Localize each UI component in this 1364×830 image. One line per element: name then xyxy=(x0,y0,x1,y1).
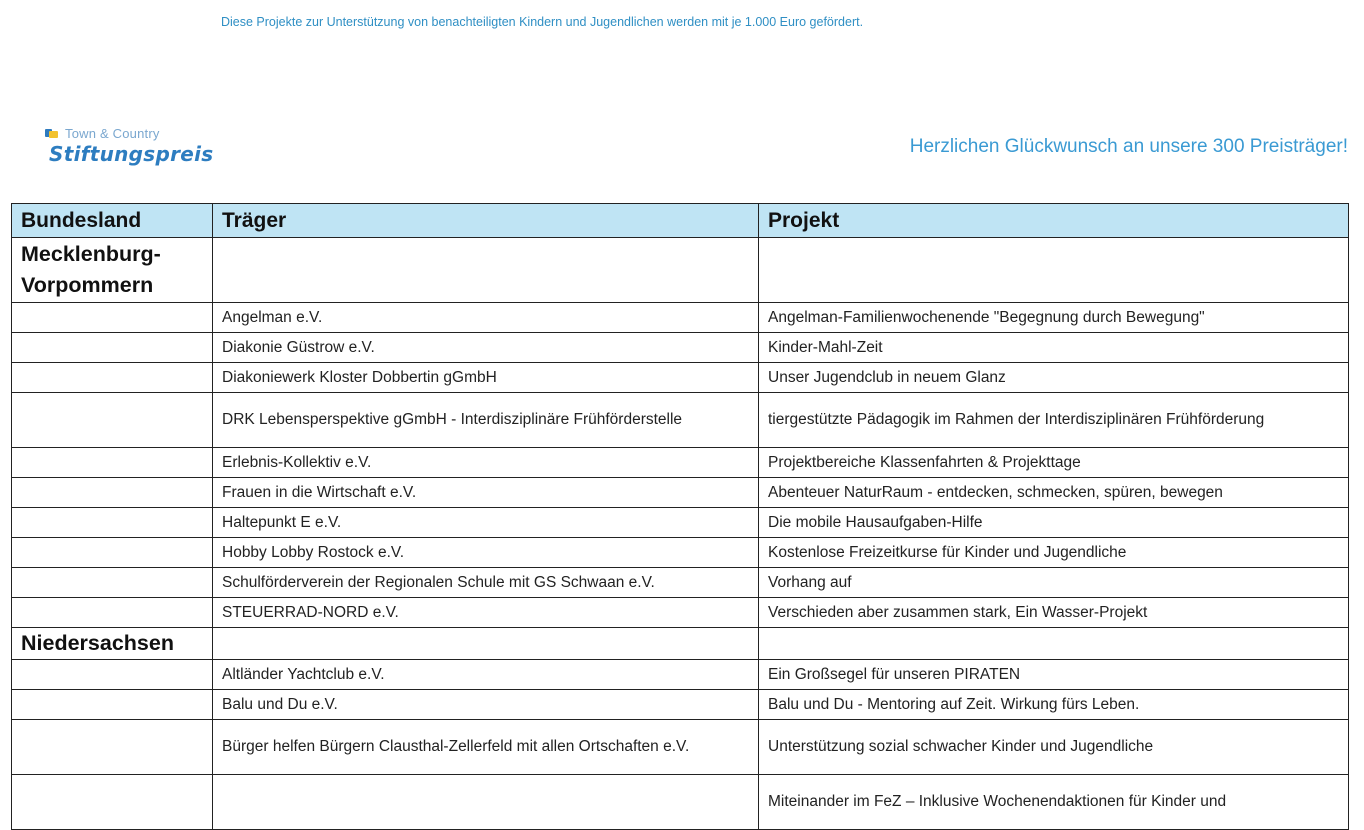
traeger-cell: Haltepunkt E e.V. xyxy=(213,508,759,538)
traeger-cell: Diakonie Güstrow e.V. xyxy=(213,333,759,363)
bundesland-cell xyxy=(12,598,213,628)
bundesland-cell xyxy=(12,478,213,508)
projekt-cell: Abenteuer NaturRaum - entdecken, schmecken, spüren, bewegen xyxy=(759,478,1349,508)
traeger-cell: Erlebnis-Kollektiv e.V. xyxy=(213,448,759,478)
congratulations-heading: Herzlichen Glückwunsch an unsere 300 Preisträger! xyxy=(909,136,1348,157)
projekt-cell: Die mobile Hausaufgaben-Hilfe xyxy=(759,508,1349,538)
projekt-cell: Kostenlose Freizeitkurse für Kinder und Jugendliche xyxy=(759,538,1349,568)
logo-top-text: Town & Country xyxy=(65,126,160,141)
table-row xyxy=(12,303,1349,333)
bundesland-cell xyxy=(12,448,213,478)
column-header-traeger: Träger xyxy=(213,204,759,238)
column-header-bundesland: Bundesland xyxy=(12,204,213,238)
traeger-cell: Schulförderverein der Regionalen Schule mit GS Schwaan e.V. xyxy=(213,568,759,598)
table-header-row xyxy=(12,204,1349,238)
bundesland-cell xyxy=(12,363,213,393)
projekt-cell: Miteinander im FeZ – Inklusive Wochenendaktionen für Kinder und xyxy=(759,775,1349,830)
bundesland-cell xyxy=(12,568,213,598)
bundesland-cell xyxy=(12,690,213,720)
projekt-cell: Verschieden aber zusammen stark, Ein Wasser-Projekt xyxy=(759,598,1349,628)
projekt-cell: Vorhang auf xyxy=(759,568,1349,598)
awards-table xyxy=(11,203,1349,830)
projekt-cell: Ein Großsegel für unseren PIRATEN xyxy=(759,660,1349,690)
traeger-cell: DRK Lebensperspektive gGmbH - Interdisziplinäre Frühförderstelle xyxy=(213,393,759,448)
traeger-cell xyxy=(213,775,759,830)
projekt-cell: Kinder-Mahl-Zeit xyxy=(759,333,1349,363)
table-row xyxy=(12,448,1349,478)
state-name: Mecklenburg-Vorpommern xyxy=(12,238,213,303)
table-row xyxy=(12,363,1349,393)
bundesland-cell xyxy=(12,508,213,538)
traeger-cell: Hobby Lobby Rostock e.V. xyxy=(213,538,759,568)
bundesland-cell xyxy=(12,303,213,333)
table-row xyxy=(12,538,1349,568)
traeger-cell: STEUERRAD-NORD e.V. xyxy=(213,598,759,628)
projekt-cell: Balu und Du - Mentoring auf Zeit. Wirkung fürs Leben. xyxy=(759,690,1349,720)
stiftungspreis-logo xyxy=(45,126,213,166)
traeger-cell xyxy=(213,238,759,303)
projekt-cell xyxy=(759,238,1349,303)
projekt-cell xyxy=(759,628,1349,660)
table-row xyxy=(12,393,1349,448)
table-row xyxy=(12,478,1349,508)
traeger-cell: Balu und Du e.V. xyxy=(213,690,759,720)
bundesland-cell xyxy=(12,775,213,830)
town-country-logo-icon xyxy=(45,129,59,139)
projekt-cell: tiergestützte Pädagogik im Rahmen der Interdisziplinären Frühförderung xyxy=(759,393,1349,448)
table-row xyxy=(12,568,1349,598)
state-row xyxy=(12,628,1349,660)
table-row xyxy=(12,660,1349,690)
bundesland-cell xyxy=(12,393,213,448)
bundesland-cell xyxy=(12,333,213,363)
table-row xyxy=(12,690,1349,720)
bundesland-cell xyxy=(12,720,213,775)
traeger-cell: Angelman e.V. xyxy=(213,303,759,333)
logo-wordmark: Stiftungspreis xyxy=(49,142,214,166)
bundesland-cell xyxy=(12,538,213,568)
traeger-cell: Frauen in die Wirtschaft e.V. xyxy=(213,478,759,508)
state-row xyxy=(12,238,1349,303)
projekt-cell: Angelman-Familienwochenende "Begegnung durch Bewegung" xyxy=(759,303,1349,333)
table-row xyxy=(12,598,1349,628)
bundesland-cell xyxy=(12,660,213,690)
projekt-cell: Unterstützung sozial schwacher Kinder und Jugendliche xyxy=(759,720,1349,775)
traeger-cell: Altländer Yachtclub e.V. xyxy=(213,660,759,690)
intro-text: Diese Projekte zur Unterstützung von benachteiligten Kindern und Jugendlichen werden mit je 1.000 Euro gefördert. xyxy=(221,15,864,29)
column-header-projekt: Projekt xyxy=(759,204,1349,238)
projekt-cell: Projektbereiche Klassenfahrten & Projekttage xyxy=(759,448,1349,478)
table-row xyxy=(12,775,1349,830)
table-row xyxy=(12,720,1349,775)
traeger-cell xyxy=(213,628,759,660)
state-name: Niedersachsen xyxy=(12,628,213,660)
projekt-cell: Unser Jugendclub in neuem Glanz xyxy=(759,363,1349,393)
traeger-cell: Diakoniewerk Kloster Dobbertin gGmbH xyxy=(213,363,759,393)
table-row xyxy=(12,333,1349,363)
traeger-cell: Bürger helfen Bürgern Clausthal-Zellerfeld mit allen Ortschaften e.V. xyxy=(213,720,759,775)
table-row xyxy=(12,508,1349,538)
